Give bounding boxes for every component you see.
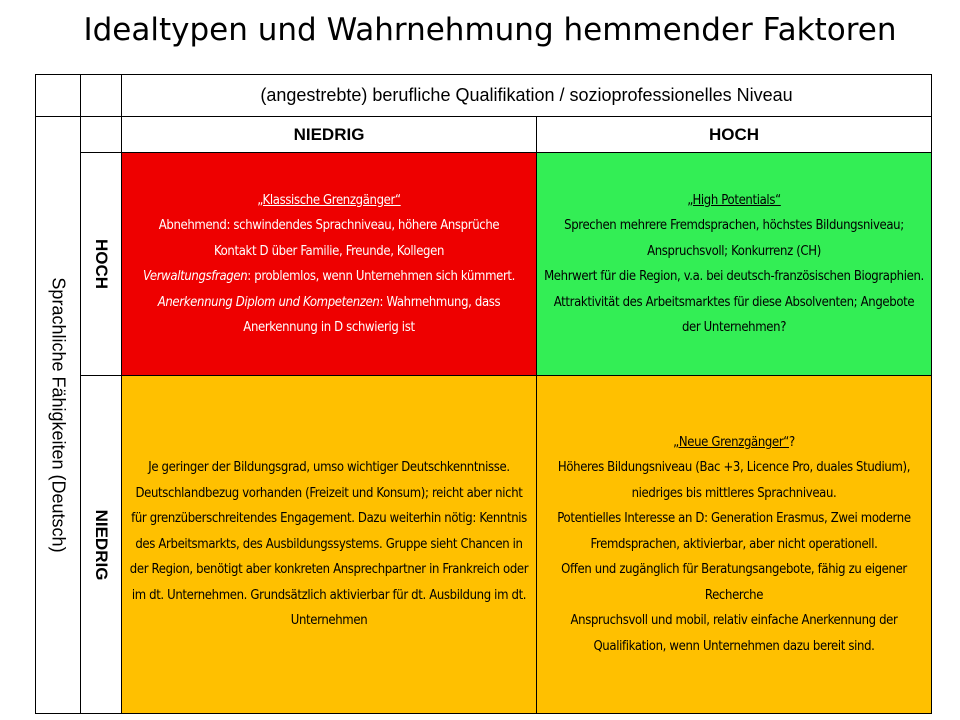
y-axis-cell	[35, 116, 81, 714]
cell-text: Mehrwert für die Region, v.a. bei deutsch-französischen Biographien.	[544, 269, 924, 284]
x-axis-label: (angestrebte) berufliche Qualifikation / sozioprofessionelles Niveau	[121, 74, 932, 117]
cell-text: ?	[789, 434, 795, 450]
page-title: Idealtypen und Wahrnehmung hemmender Faktoren	[83, 12, 897, 48]
cell-text: Attraktivität des Arbeitsmarktes für diese Absolventen; Angebote der Unternehmen?	[553, 294, 915, 335]
cell-text: Deutschlandbezug vorhanden (Freizeit und Konsum); reicht aber nicht für grenzüberschreitendes Engagement. Dazu weiterhin nötig: Kenntnis des Arbeitsmarkts, des Ausbildungssystems. Gruppe sieht Chancen in der Region, benötigt aber konkreten Ansprechpartner in Frankreich oder im dt. Unternehmen. Grundsätzlich aktivierbar für dt. Ausbildung im dt. Unternehmen	[129, 485, 529, 629]
cell-text: Offen und zugänglich für Beratungsangebote, fähig zu eigener Recherche	[561, 562, 907, 603]
cell-text: Sprechen mehrere Fremdsprachen, höchstes Bildungsniveau;	[564, 218, 904, 233]
cell-high-language-high-qualification	[536, 152, 932, 376]
corner-cell-3	[80, 116, 122, 153]
corner-cell-1	[35, 74, 81, 117]
italic-term: Anerkennung Diplom und Kompetenzen	[157, 294, 380, 310]
corner-cell-2	[80, 74, 122, 117]
cell-text: Anspruchsvoll und mobil, relativ einfache Anerkennung der Qualifikation, wenn Unternehmen dazu bereit sind.	[570, 613, 898, 654]
italic-term: Verwaltungsfragen	[142, 269, 248, 284]
row-header-high	[80, 152, 122, 376]
cell-text: : Wahrnehmung, dass Anerkennung in D schwierig ist	[243, 294, 501, 335]
cell-low-language-low-qualification	[121, 375, 537, 714]
y-axis-label: Sprachliche Fähigkeiten (Deutsch)	[48, 277, 69, 553]
row-header-low-label: NIEDRIG	[92, 509, 111, 580]
cell-low-language-high-qualification	[536, 375, 932, 714]
row-header-high-label: HOCH	[92, 238, 111, 290]
type-name-high-potentials: „High Potentials“	[687, 192, 781, 208]
cell-text: Kontakt D über Familie, Freunde, Kollegen	[213, 243, 445, 259]
cell-text: : problemlos, wenn Unternehmen sich kümmert.	[247, 269, 516, 284]
column-header-low: NIEDRIG	[121, 116, 537, 153]
cell-high-language-low-qualification	[121, 152, 537, 376]
type-name-classic: „Klassische Grenzgänger“	[257, 192, 401, 208]
type-name-new-commuters: „Neue Grenzgänger“	[673, 434, 789, 450]
row-header-low	[80, 375, 122, 714]
cell-text: Anspruchsvoll; Konkurrenz (CH)	[647, 243, 821, 259]
cell-text: Potentielles Interesse an D: Generation Erasmus, Zwei moderne Fremdsprachen, aktivierbar, aber nicht operationell.	[557, 511, 911, 552]
cell-text: Je geringer der Bildungsgrad, umso wichtiger Deutschkenntnisse.	[148, 460, 510, 476]
cell-text: Abnehmend: schwindendes Sprachniveau, höhere Ansprüche	[158, 218, 500, 233]
cell-text: Höheres Bildungsniveau (Bac +3, Licence Pro, duales Studium), niedriges bis mittleres Sprachniveau.	[557, 460, 911, 501]
matrix-table	[35, 74, 932, 714]
column-header-high: HOCH	[536, 116, 932, 153]
